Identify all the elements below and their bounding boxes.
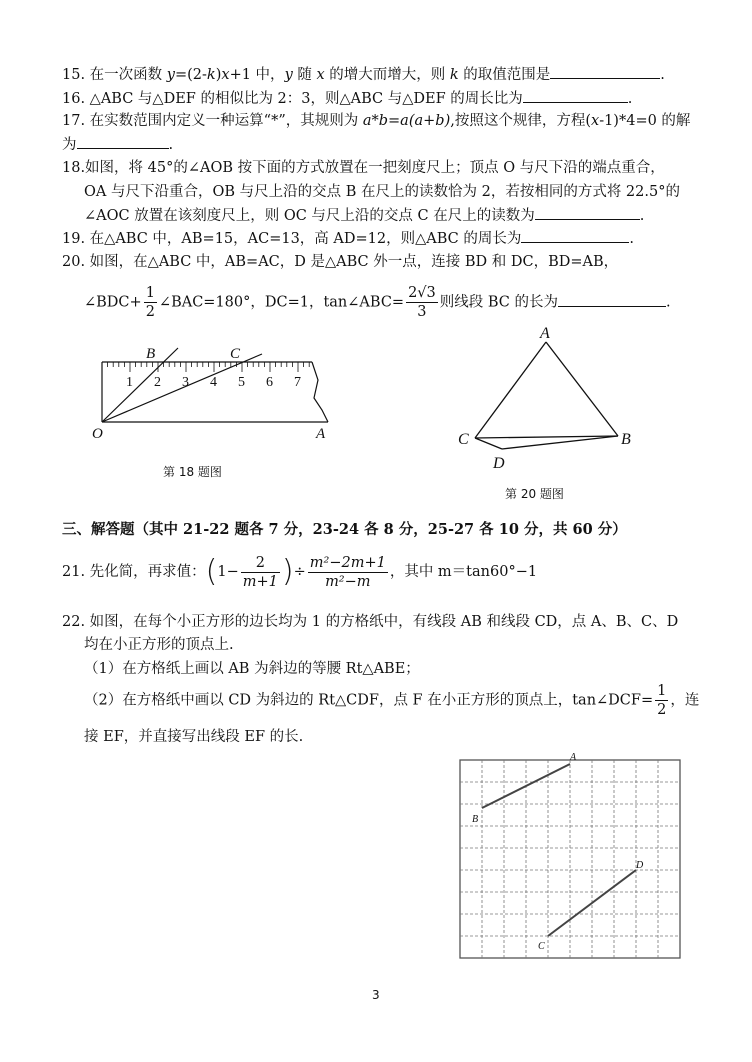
fraction-tan-value: $\frac{2√3}{3}$ — [408, 285, 436, 320]
label-A: A — [540, 325, 550, 342]
answer-blank[interactable] — [523, 88, 628, 103]
grid-label-A: A — [570, 752, 577, 763]
section-3-title: 三、解答题（其中 21-22 题各 7 分，23-24 各 8 分，25-27 各 10 分，共 60 分） — [62, 521, 627, 538]
question-18-line2: OA 与尺下沿重合，OB 与尺上沿的交点 B 在尺上的读数恰为 2，若按相同的方式将 22.5°的 — [84, 184, 680, 200]
segment-AB — [546, 342, 618, 436]
answer-blank[interactable] — [521, 228, 629, 243]
question-15: 15. 在一次函数 y=(2-k)x+1 中，y 随 x 的增大而增大，则 k 的取值范围是 . — [62, 64, 665, 85]
fraction-expression: $\frac{\text{m²−2m+1}}{\text{m²−m}}$ — [309, 554, 386, 590]
figure-18-caption: 第 18 题图 — [163, 465, 222, 479]
question-18-line1: 18.如图，将 45°的∠AOB 按下面的方式放置在一把刻度尺上；顶点 O 与尺下沿的端点重合， — [62, 160, 665, 176]
question-22-part2: （2）在方格纸中画以 CD 为斜边的 Rt△CDF，点 F 在小正方形的顶点上，tan∠DCF= $\frac{1}{2}$ ，连 — [84, 683, 700, 718]
grid-figure — [450, 750, 700, 970]
fraction-half: $\frac{1}{2}$ — [145, 285, 155, 320]
segment-AC — [475, 342, 546, 438]
label-C: C — [230, 346, 241, 362]
fraction-2-over-m-plus-1: $\frac{2}{m+1}$ — [242, 554, 278, 590]
question-20-line1: 20. 如图，在△ABC 中，AB=AC，D 是△ABC 外一点，连接 BD 和 DC，BD=AB， — [62, 254, 619, 270]
grid-border — [460, 760, 680, 958]
tick-label-2: 2 — [154, 375, 161, 390]
question-18-line3: ∠AOC 放置在该刻度尺上，则 OC 与尺上沿的交点 C 在尺上的读数为 . — [84, 205, 644, 226]
figure-20-caption: 第 20 题图 — [505, 487, 564, 501]
label-A: A — [316, 426, 326, 442]
page-number: 3 — [372, 988, 380, 1002]
question-22-line1: 22. 如图，在每个小正方形的边长均为 1 的方格纸中，有线段 AB 和线段 CD，点 A、B、C、D — [62, 614, 679, 630]
question-19: 19. 在△ABC 中，AB=15，AC=13，高 AD=12，则△ABC 的周长为 . — [62, 228, 634, 249]
tick-label-4: 4 — [210, 375, 217, 390]
label-D: D — [493, 455, 505, 472]
question-22-part1: （1）在方格纸上画以 AB 为斜边的等腰 Rt△ABE； — [84, 661, 420, 677]
question-21: 21. 先化简，再求值：(1− $\frac{2}{m+1}$ )÷ $\frac{\text{m²−2m+1}}{\text{m²−m}}$ ，其中 m＝tan60°−1 — [62, 554, 538, 590]
answer-blank[interactable] — [558, 292, 666, 307]
segment-CB — [475, 436, 618, 438]
label-C: C — [458, 431, 469, 448]
tick-label-7: 7 — [294, 375, 301, 390]
tick-label-3: 3 — [182, 375, 189, 390]
tick-label-1: 1 — [126, 375, 133, 390]
figure-18-ruler — [90, 340, 340, 440]
segment-CD — [475, 438, 502, 449]
question-17-line1: 17. 在实数范围内定义一种运算“*”，其规则为 a*b=a(a+b),按照这个规律，方程(x-1)*4=0 的解 — [62, 113, 691, 129]
label-B: B — [621, 431, 631, 448]
answer-blank[interactable] — [77, 134, 169, 149]
grid-label-B: B — [472, 814, 479, 825]
label-O: O — [92, 426, 103, 442]
figure-20-triangle — [450, 322, 650, 472]
grid-label-C: C — [538, 941, 545, 952]
fraction-half: $\frac{1}{2}$ — [657, 683, 667, 718]
question-17-line2: 为 . — [62, 134, 173, 155]
answer-blank[interactable] — [535, 205, 640, 220]
tick-label-5: 5 — [238, 375, 245, 390]
ray-OB — [102, 348, 178, 422]
question-16: 16. △ABC 与△DEF 的相似比为 2：3，则△ABC 与△DEF 的周长比为 . — [62, 88, 632, 109]
question-22-part3: 接 EF，并直接写出线段 EF 的长. — [84, 729, 304, 745]
answer-blank[interactable] — [550, 64, 660, 79]
tick-label-6: 6 — [266, 375, 273, 390]
label-B: B — [146, 346, 156, 362]
ruler-torn-edge — [312, 362, 328, 422]
question-20-line2: ∠BDC+ $\frac{1}{2}$ ∠BAC=180°，DC=1，tan∠ABC= $\frac{2√3}{3}$ 则线段 BC 的长为 . — [84, 285, 671, 320]
grid-label-D: D — [636, 860, 644, 871]
question-22-line2: 均在小正方形的顶点上. — [84, 637, 234, 653]
